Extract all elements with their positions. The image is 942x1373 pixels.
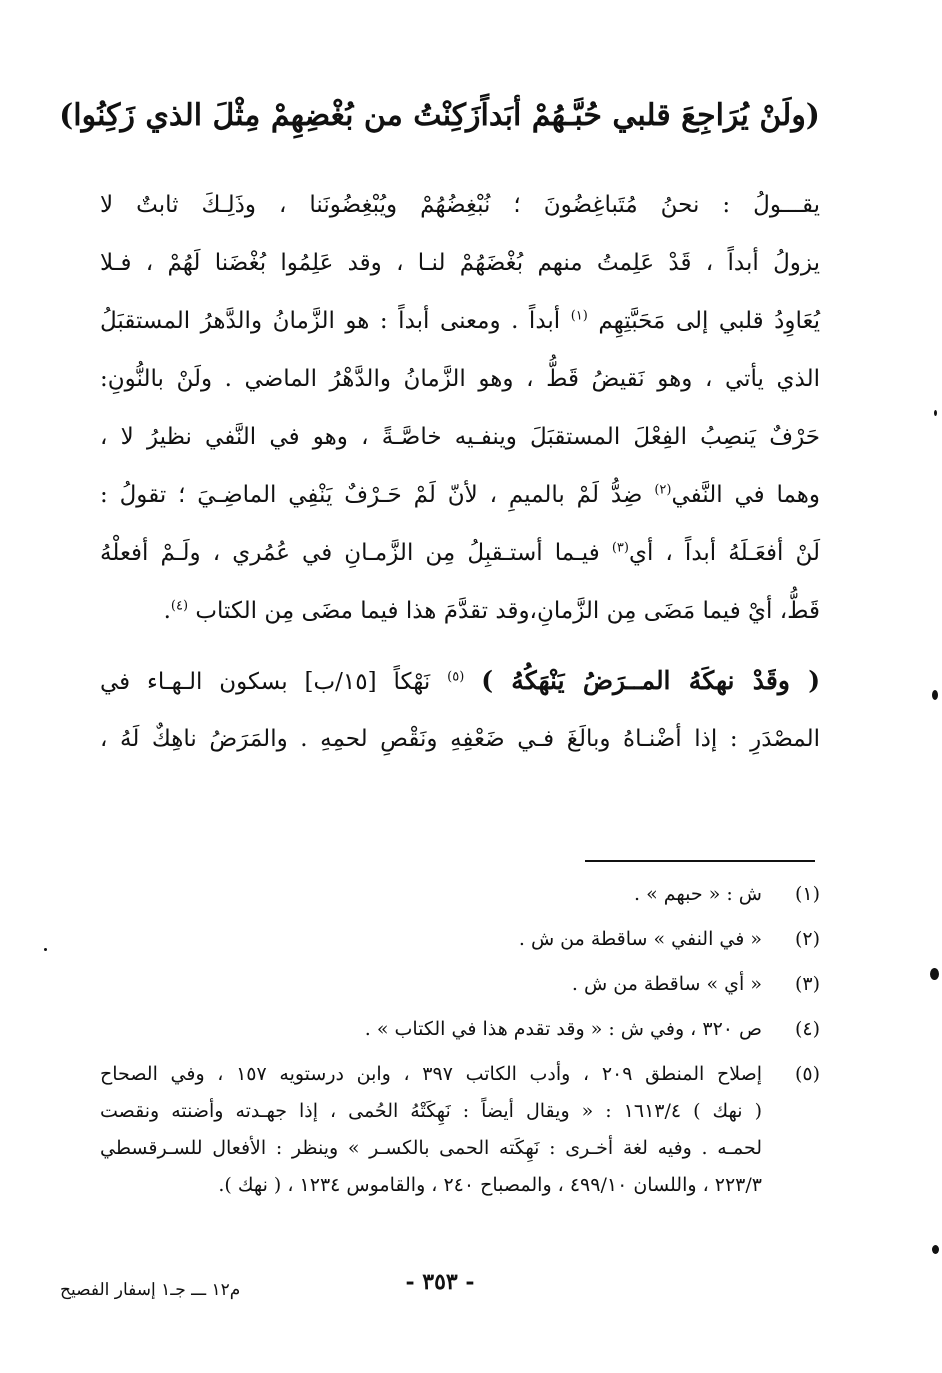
footnote-text: « أي » ساقطة من ش . bbox=[571, 973, 762, 995]
text-line: حَرْفٌ يَنصِبُ الفِعْلَ المستقبَلَ وينفـيه خاصَّـةً ، وهو في النَّفي نظيرُ لا ، bbox=[100, 424, 820, 450]
signature-label: م١٢ ـــ جـ١ إسفار الفصيح bbox=[60, 1280, 241, 1300]
footnote-text: ( نهك ) ١٦١٣/٤ : « ويقال أيضاً : نَهِكَتْهُ الحُمى ، إذا جهـدته وأضنته ونقصت bbox=[100, 1100, 762, 1122]
verse-second-hemistich: زَكِنْتُ من بُغْضِهِمْ مِثْلَ الذي زَكِنُوا) bbox=[59, 98, 481, 133]
commentary-text bbox=[100, 176, 820, 768]
scan-speck bbox=[932, 1245, 939, 1254]
quoted-headword: ( وقَدْ نهكَهُ المــرَضُ يَنْهَكُهُ ) bbox=[481, 666, 821, 695]
footnote bbox=[100, 962, 820, 1007]
footnote bbox=[100, 1007, 820, 1052]
text-line: المصْدَرِ : إذا أضْنـاهُ وبالَغَ فـي ضَعْفِهِ ونَقْصِ لحمِهِ . والمَرَضُ ناهِكٌ لَهُ ، bbox=[100, 726, 820, 752]
footnote-number: (٥) bbox=[794, 1063, 820, 1085]
scan-speck bbox=[930, 968, 939, 980]
verse-first-hemistich: (ولَنْ يُرَاجِعَ قلبي حُبَّـهُمْ أبَداً bbox=[480, 98, 820, 133]
footnote-number: (٤) bbox=[794, 1018, 820, 1040]
footnote-text: ش : « حبهم » . bbox=[634, 883, 762, 905]
footnote bbox=[100, 1052, 820, 1204]
footnote bbox=[100, 917, 820, 962]
footnote-number: (١) bbox=[794, 883, 820, 905]
footnote-text: « في النفي » ساقطة من ش . bbox=[518, 928, 762, 950]
text-line: قَطُّ، أيْ فيما مَضَى مِن الزَّمانِ،وقد تقدَّمَ هذا فيما مضَى مِن الكتاب $^{(٤)}$. bbox=[163, 598, 820, 624]
scan-speck bbox=[934, 410, 937, 416]
scan-speck bbox=[932, 690, 938, 700]
poetry-verse bbox=[59, 92, 820, 140]
footnote-text: ٢٢٣/٣ ، واللسان ٤٩٩/١٠ ، والمصباح ٢٤٠ ، والقاموس ١٢٣٤ ، ( نهك ). bbox=[218, 1174, 762, 1196]
text-line: يزولُ أبداً ، قَدْ عَلِمتُ منهم بُغْضَهُمْ لنـا ، وقد عَلِمُوا بُغْضَنا لَهُمْ ، فـلا bbox=[100, 250, 820, 276]
text-line: ( وقَدْ نهكَهُ المــرَضُ يَنْهَكُهُ ) $^{(٥)}$ نَهْكاً [١٥/ب] بسكون الـهـاء في bbox=[100, 666, 821, 695]
footnote-marker: (١) bbox=[570, 308, 588, 324]
page-number: - ٣٥٣ - bbox=[405, 1269, 475, 1295]
footnote-marker: (٢) bbox=[654, 482, 672, 498]
footnote-marker: (٣) bbox=[611, 540, 629, 556]
footnote-text: لحمـه . وفيه لغة أخـرى : نَهِكَته الحمى بالكسـر » وينظر : الأفعال للسـرقسطي bbox=[100, 1137, 762, 1159]
text-line: وهما في النَّفي$^{(٢)}$ ضِدُّ لَمْ بالميمِ ، لأنّ لَمْ حَـرْفٌ يَنْفِي الماضِـيَ ؛ تقولُ : bbox=[100, 482, 821, 508]
footnote bbox=[100, 872, 820, 917]
footnote-number: (٢) bbox=[794, 928, 820, 950]
page-footer bbox=[60, 1262, 820, 1302]
text-line: يُعَاوِدُ قلبي إلى مَحَبَّتِهِم $^{(١)}$ أبداً . ومعنى أبداً : هو الزَّمانُ والدَّهرُ المستقبَلُ bbox=[100, 308, 820, 334]
footnote-text: ص ٣٢٠ ، وفي ش : « وقد تقدم هذا في الكتاب » . bbox=[364, 1018, 762, 1040]
footnote-text: إصلاح المنطق ٢٠٩ ، وأدب الكاتب ٣٩٧ ، وابن درستويه ١٥٧ ، وفي الصحاح bbox=[100, 1063, 762, 1085]
footnote-marker: (٤) bbox=[170, 598, 189, 614]
text-line: الذي يأتي ، وهو نَقيضُ قَطُّ ، وهو الزَّمانُ والدَّهْرُ الماضي . ولَنْ بالنُّونِ: bbox=[100, 366, 820, 392]
footnote-separator bbox=[585, 860, 815, 862]
scan-speck bbox=[44, 948, 47, 951]
footnote-number: (٣) bbox=[794, 973, 820, 995]
text-line: لَنْ أفعَـلَهُ أبداً ، أي$^{(٣)}$ فيـما أستـقبِلُ مِن الزَّمـانِ في عُمُري ، ولَـمْ أفعلْهُ bbox=[100, 540, 821, 566]
footnotes bbox=[100, 872, 820, 1204]
text-line: يقـــولُ : نحنُ مُتَباغِضُونَ ؛ نُبْغِضُهُمْ ويُبْغِضُونَنا ، وذَلِـكَ ثابتٌ لا bbox=[100, 192, 820, 218]
footnote-marker: (٥) bbox=[447, 669, 465, 685]
